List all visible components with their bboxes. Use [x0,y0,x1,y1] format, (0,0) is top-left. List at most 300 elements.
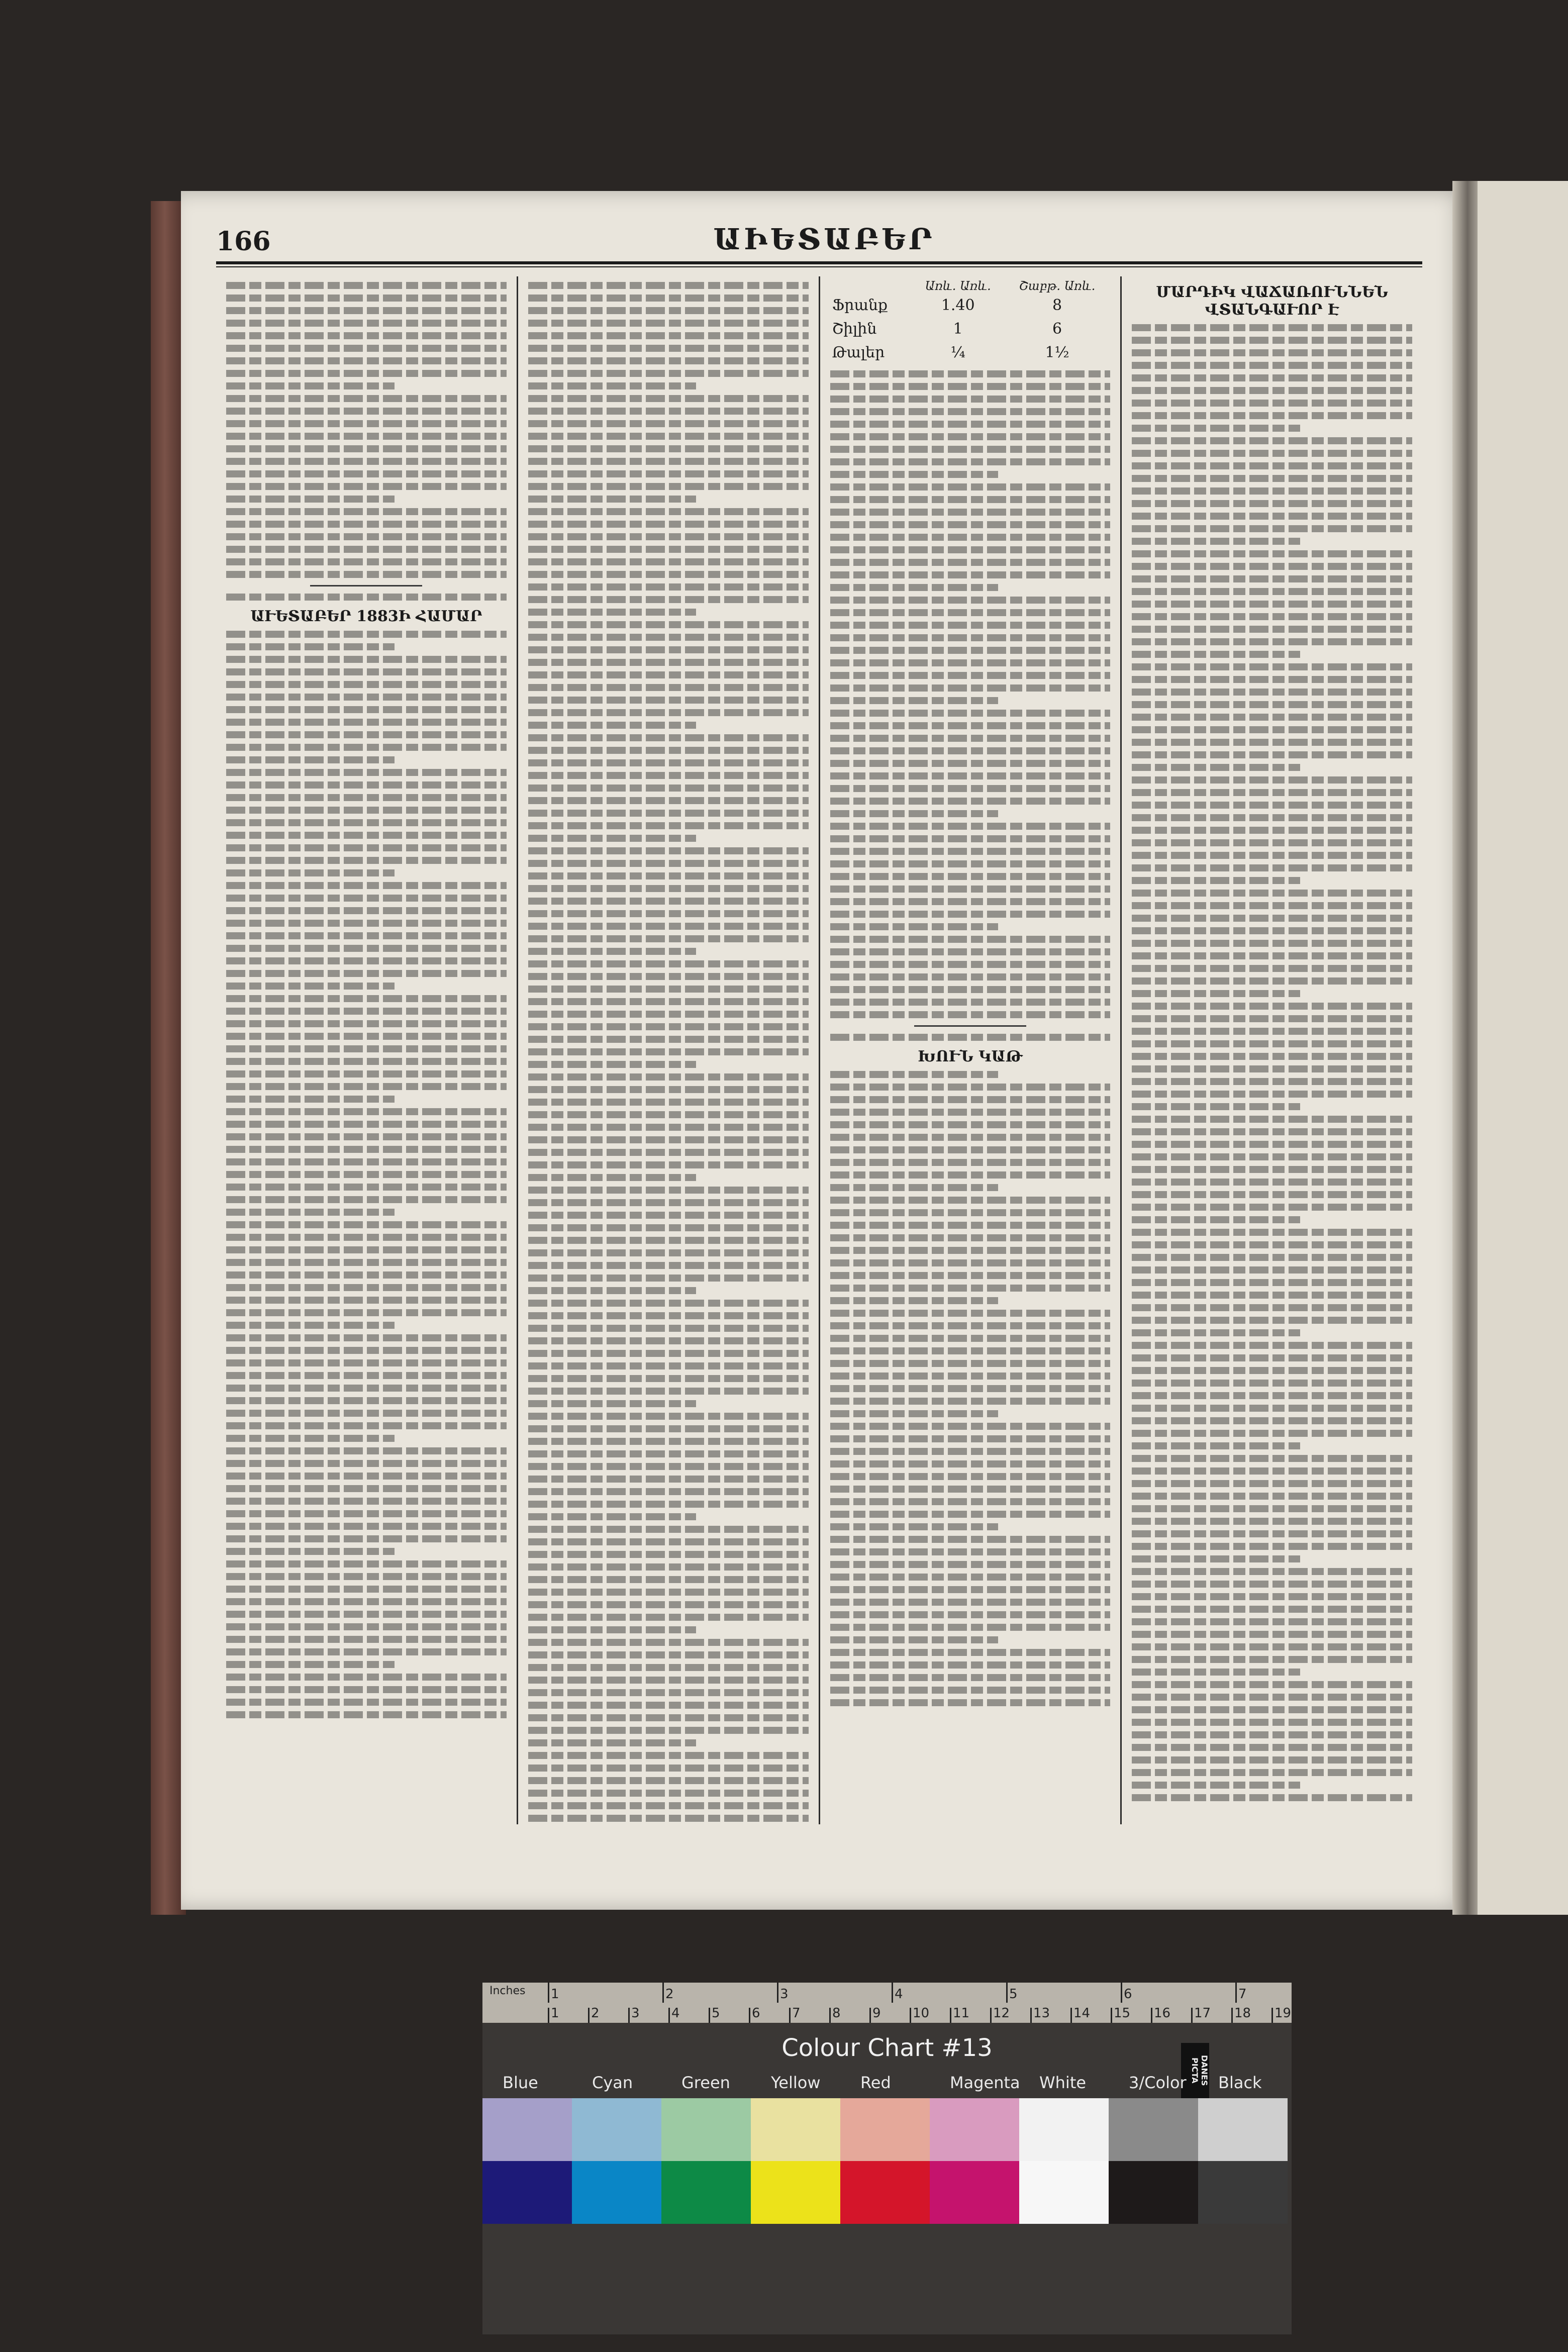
colour-swatch-light [840,2098,930,2161]
patch-label: Black [1218,2073,1262,2092]
text-line [226,694,507,701]
paragraph-block [1132,324,1412,1801]
text-line [528,496,697,503]
text-line [528,1199,809,1206]
text-line [1132,1191,1412,1198]
book-spread [151,181,1568,1915]
text-line [528,747,809,754]
text-line [226,857,507,864]
text-line [226,1246,507,1253]
text-line [830,1649,1111,1656]
text-line [528,1375,809,1382]
text-line [1132,1631,1412,1638]
text-line [830,458,1111,465]
text-line [528,1790,809,1797]
text-line [528,1237,809,1244]
text-line [1132,1153,1412,1160]
text-line [226,1334,507,1341]
text-line [528,872,809,879]
text-line [1132,1229,1412,1236]
text-line [226,571,507,578]
text-line [1132,915,1412,922]
text-line [1132,1128,1412,1135]
text-line [226,382,395,389]
separator [310,585,422,586]
text-line [830,747,1111,754]
text-line [830,772,1111,779]
text-line [1132,1756,1412,1763]
text-line [830,1574,1111,1581]
text-line [226,1196,507,1203]
right-page-edge [1478,181,1568,1915]
text-line [226,1435,395,1442]
text-line [528,1325,809,1332]
text-line [528,1815,809,1822]
text-line [830,1109,1111,1116]
text-line [1132,1065,1412,1072]
text-line [1132,1769,1412,1776]
patch-label: Red [860,2073,891,2092]
text-line [226,420,507,427]
text-line [528,1802,809,1809]
ruler-cm-number: 11 [953,2006,970,2021]
ruler-inch-number: 4 [895,1987,903,2002]
text-line [528,1777,809,1784]
colour-swatch-dark [1109,2161,1198,2224]
text-line [1132,1643,1412,1650]
ruler-cm-tick [749,2008,750,2023]
text-line [830,810,999,817]
text-line [226,483,507,490]
ruler-inch-number: 6 [1124,1987,1132,2002]
text-line [226,370,507,377]
text-line [528,533,809,540]
text-line [830,647,1111,654]
text-line [226,668,507,675]
text-line [528,1149,809,1156]
patch-label: Cyan [592,2073,633,2092]
text-line [1132,1543,1412,1550]
text-line [1132,1618,1412,1625]
text-line [226,744,507,751]
text-line [226,1623,507,1630]
text-line [528,1300,809,1307]
price-value: 1½ [1045,344,1069,361]
text-line [226,1309,507,1316]
price-label: Շիլին [832,320,877,338]
text-line [226,807,507,814]
text-line [528,1287,697,1294]
price-value: 1.40 [941,297,975,314]
text-line [226,1385,507,1392]
text-line [830,609,1111,616]
text-line [1132,1342,1412,1349]
text-line [226,756,395,763]
text-line [1132,1581,1412,1588]
text-line [830,1134,1111,1141]
text-line [528,1023,809,1030]
ruler-inch-tick [777,1983,778,2003]
text-line [830,823,1111,830]
ruler-cm-number: 19 [1275,2006,1292,2021]
text-line [226,1586,507,1593]
text-line [830,421,1111,428]
ruler-cm-tick [628,2008,630,2023]
text-line [830,1234,1111,1241]
text-line [1132,990,1300,997]
ruler-inch-number: 2 [665,1987,674,2002]
text-line [1132,852,1412,859]
text-line [830,1084,1111,1091]
text-line [1132,362,1412,369]
text-line [830,999,1111,1006]
colour-swatch-dark [930,2161,1019,2224]
text-line [1132,1518,1412,1525]
text-line [226,1158,507,1165]
text-line [830,1247,1111,1254]
text-line [226,1096,395,1103]
text-line [1132,1292,1412,1299]
text-line [830,886,1111,893]
text-line [1132,437,1412,444]
ruler-cm-tick [709,2008,710,2023]
patch-label: 3/Color [1129,2073,1187,2092]
text-line [1132,952,1412,959]
text-line [1132,638,1412,645]
text-line [528,898,809,905]
ruler-inches-label: Inches [489,1985,526,1997]
text-line [528,923,809,930]
text-line [830,1259,1111,1266]
text-line [528,835,697,842]
text-line [226,1523,507,1530]
text-line [830,1272,1111,1279]
text-line [528,797,809,804]
colour-swatch-dark [1019,2161,1109,2224]
text-line [1132,563,1412,570]
text-line [226,1209,395,1216]
text-line [830,509,1111,516]
text-line [226,1648,507,1655]
text-line [528,571,809,578]
colour-swatch-light [482,2098,572,2161]
price-col-header: Շաբթ. Առև. [1019,279,1096,293]
text-line [226,832,507,839]
text-line [528,558,809,565]
text-line [830,1209,1111,1216]
ruler-cm-tick [910,2008,911,2023]
text-line [226,970,507,977]
text-line [830,1586,1111,1593]
text-line [528,1011,809,1018]
ruler-inch-tick [1121,1983,1122,2003]
text-line [830,521,1111,528]
ruler-inch-tick [1235,1983,1237,2003]
text-line [528,1086,809,1093]
text-line [528,621,809,628]
text-line [226,1070,507,1077]
text-line [226,1422,507,1429]
text-line [1132,538,1300,545]
table-row [830,293,1111,317]
text-line [226,1447,507,1454]
text-line [830,1674,1111,1681]
text-line [830,1159,1111,1166]
text-line [528,1739,697,1746]
text-line [830,546,1111,553]
text-line [226,1108,507,1115]
text-line [226,1598,507,1605]
text-line [830,1285,1111,1292]
text-line [226,781,507,789]
text-line [1132,1015,1412,1022]
text-line [226,533,507,540]
text-line [830,471,999,478]
text-line [528,1614,809,1621]
text-line [830,584,999,591]
text-line [830,571,1111,578]
text-line [1132,814,1412,821]
text-line [1132,651,1300,658]
text-line [830,1473,1111,1480]
text-line [226,932,507,939]
ruler-cm-tick [789,2008,791,2023]
text-line [528,847,809,854]
text-line [226,1699,507,1706]
text-line [1132,575,1412,582]
patch-label: Yellow [771,2073,821,2092]
text-line [528,697,809,704]
text-line [528,445,809,452]
text-line [226,470,507,477]
ruler-cm-tick [548,2008,549,2023]
text-line [830,1448,1111,1455]
text-line [528,709,809,716]
text-line [226,1686,507,1693]
chart-logo: DANES PICTA [1181,2043,1209,2098]
ruler-cm-tick [1191,2008,1193,2023]
section-heading: ՄԱՐԴԻԿ ՎԱՃԱՌՈՒՆՆԵՆ ՎՏԱՆԳԱՒՈՐ Է [1156,283,1388,319]
text-line [1132,525,1412,532]
text-line [1132,1669,1300,1676]
text-line [226,681,507,688]
text-line [528,1413,809,1420]
text-line [830,622,1111,629]
colour-swatch-light [1019,2098,1109,2161]
text-line [528,948,697,955]
text-line [830,684,1111,692]
text-line [830,1171,1111,1179]
patch-labels [482,2073,1292,2091]
ruler-cm-number: 17 [1194,2006,1211,2021]
text-line [1132,601,1412,608]
text-line [226,1535,507,1542]
text-line [1132,1555,1300,1562]
text-line [226,1485,507,1492]
text-line [226,1171,507,1178]
text-line [226,332,507,339]
text-line [528,345,809,352]
text-line [226,282,507,289]
patch-label: Magenta [950,2073,1020,2092]
text-line [528,408,809,415]
text-line [830,534,1111,541]
text-line [1132,1455,1412,1462]
text-line [830,860,1111,867]
text-line [528,1702,809,1709]
text-line [528,910,809,917]
text-line [1132,1480,1412,1487]
text-line [830,1486,1111,1493]
patch-label: White [1039,2073,1087,2092]
text-line [528,370,809,377]
text-line [528,1312,809,1319]
text-line [226,1008,507,1015]
ruler-inch-tick [548,1983,549,2003]
text-line [226,1611,507,1618]
text-line [528,684,809,691]
text-line [528,1765,809,1772]
ruler-cm-number: 1 [551,2006,559,2021]
text-line [226,1347,507,1354]
text-line [528,1450,809,1457]
text-line [528,1677,809,1684]
ruler-cm-tick [990,2008,992,2023]
text-line [226,1359,507,1366]
text-line [226,1661,395,1668]
text-line [528,1400,697,1407]
text-line [1132,827,1412,834]
text-line [528,1576,809,1583]
ruler-cm-number: 14 [1073,2006,1091,2021]
text-line [830,1121,1111,1128]
text-line [830,1297,999,1304]
colour-chart [482,2023,1292,2334]
ruler-cm-number: 13 [1033,2006,1050,2021]
ruler-cm-number: 16 [1154,2006,1171,2021]
text-line [830,710,1111,717]
text-line [528,483,809,490]
text-line [1132,1467,1412,1475]
text-line [1132,1694,1412,1701]
text-line [528,1337,809,1344]
text-line [1132,739,1412,746]
ruler-cm-number: 12 [993,2006,1010,2021]
colour-swatch-dark [482,2161,572,2224]
patch-label: Green [681,2073,730,2092]
text-line [830,911,1111,918]
text-line [830,760,1111,767]
text-line [1132,701,1412,708]
text-line [830,483,1111,491]
text-line [1132,1442,1300,1449]
price-value: 6 [1052,320,1062,338]
text-line [1132,977,1412,985]
text-line [830,835,1111,842]
ruler-cm-number: 2 [591,2006,600,2021]
text-line [528,1161,809,1168]
text-line [528,1425,809,1432]
text-line [528,596,809,603]
text-line [226,706,507,713]
text-line [226,1284,507,1291]
text-line [830,446,1111,453]
text-line [830,383,1111,390]
ruler-cm-number: 4 [671,2006,680,2021]
ruler-cm-tick [829,2008,831,2023]
colour-swatch-light [661,2098,751,2161]
ruler-cm-number: 5 [712,2006,720,2021]
text-line [830,1498,1111,1505]
text-line [1132,1204,1412,1211]
text-line [226,1083,507,1090]
ruler-cm-tick [588,2008,590,2023]
text-line [226,1297,507,1304]
text-line [528,822,809,829]
text-line [528,1488,809,1495]
text-line [1132,1530,1412,1537]
text-line [226,1045,507,1052]
text-line [1132,1266,1412,1273]
text-line [226,1221,507,1228]
text-line [830,1011,1111,1018]
text-line [226,1259,507,1266]
text-line [528,546,809,553]
text-line [528,1551,809,1558]
text-line [528,1350,809,1357]
ruler-cm-tick [1111,2008,1112,2023]
text-line [528,1752,809,1759]
price-value: ¼ [950,344,965,361]
text-line [830,1435,1111,1442]
text-line [1132,462,1412,469]
text-line [830,659,1111,666]
text-line [1132,1216,1300,1223]
text-line [528,1714,809,1721]
text-line [1132,1040,1412,1047]
text-line [226,408,507,415]
text-line [1132,663,1412,670]
text-line [226,445,507,452]
text-line [830,634,1111,641]
text-line [1132,1254,1412,1261]
text-line [528,1187,809,1194]
text-line [1132,613,1412,620]
text-line [830,672,1111,679]
text-line [830,1636,999,1643]
section-heading: ԱՒԵՏԱԲԵՐ 1883Ի ՀԱՄԱՐ [250,608,482,625]
text-line [1132,1329,1300,1336]
text-line [528,1526,809,1533]
colour-swatch-light [1109,2098,1198,2161]
ruler-cm-number: 7 [792,2006,801,2021]
text-line [528,960,809,967]
text-line [528,1463,809,1470]
text-line [1132,839,1412,846]
price-value: 8 [1052,297,1062,314]
text-line [226,844,507,851]
text-line [226,995,507,1002]
text-line [830,697,999,704]
text-line [1132,726,1412,733]
text-line [528,1563,809,1571]
column-2 [518,276,820,1824]
ruler-inch-tick [1006,1983,1008,2003]
text-line [1132,425,1300,432]
text-line [830,1310,1111,1317]
text-line [226,895,507,902]
text-line [1132,1078,1412,1085]
